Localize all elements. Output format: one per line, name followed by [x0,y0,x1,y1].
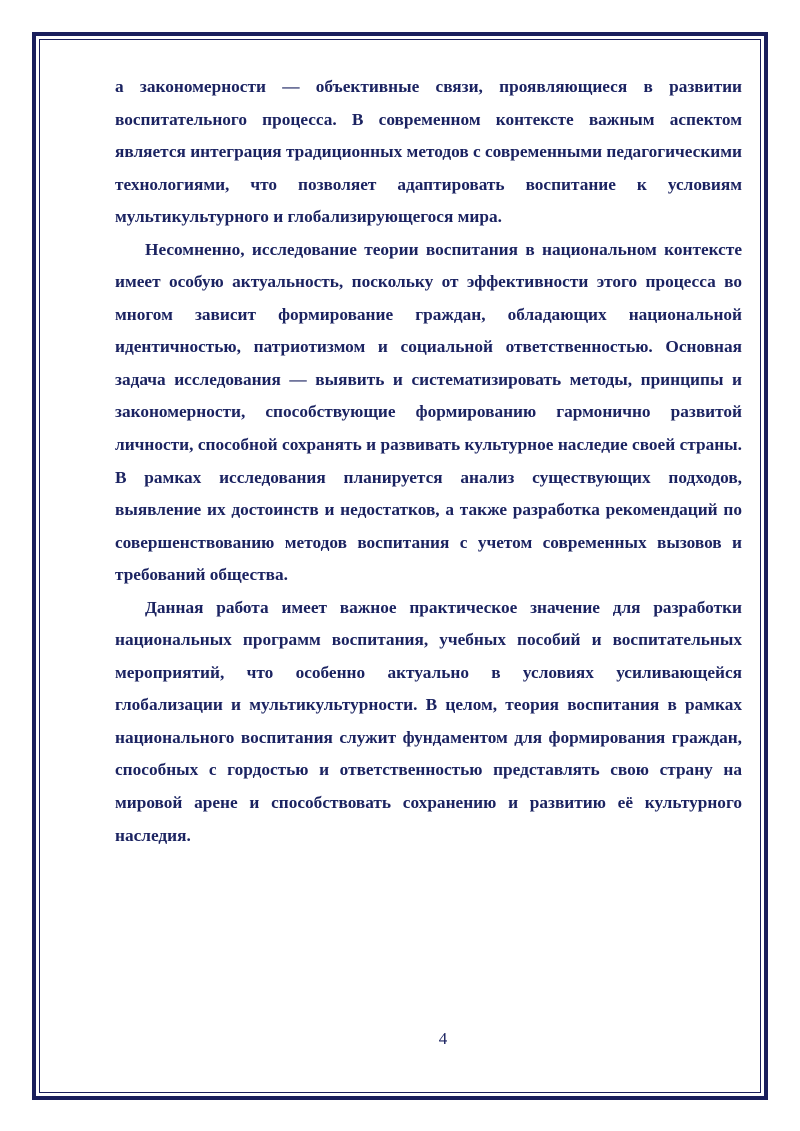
document-body [115,71,742,852]
paragraph-1: а закономерности — объективные связи, проявляющиеся в развитии воспитательного процесса. В современном контексте важным аспектом является интеграция традиционных методов с современными педагогическими технологиями, что позволяет адаптировать воспитание к условиям мультикультурного и глобализирующегося мира. [115,77,742,227]
paragraph-3: Данная работа имеет важное практическое значение для разработки национальных программ воспитания, учебных пособий и воспитательных мероприятий, что особенно актуально в условиях усиливающейся глобализации и мультикультурности. В целом, теория воспитания в рамках национального воспитания служит фундаментом для формирования граждан, способных с гордостью и ответственностью представлять свою страну на мировой арене и способствовать сохранению и развитию её культурного наследия. [115,597,742,845]
page-number: 4 [438,1029,448,1048]
paragraph-2: Несомненно, исследование теории воспитания в национальном контексте имеет особую актуальность, поскольку от эффективности этого процесса во многом зависит формирование граждан, обладающих национальной идентичностью, патриотизмом и социальной ответственностью. Основная задача исследования — выявить и систематизировать методы, принципы и закономерности, способствующие формированию гармонично развитой личности, способной сохранять и развивать культурное наследие своей страны. В рамках исследования планируется анализ существующих подходов, выявление их достоинств и недостатков, а также разработка рекомендаций по совершенствованию методов воспитания с учетом современных вызовов и требований общества. [115,239,742,585]
